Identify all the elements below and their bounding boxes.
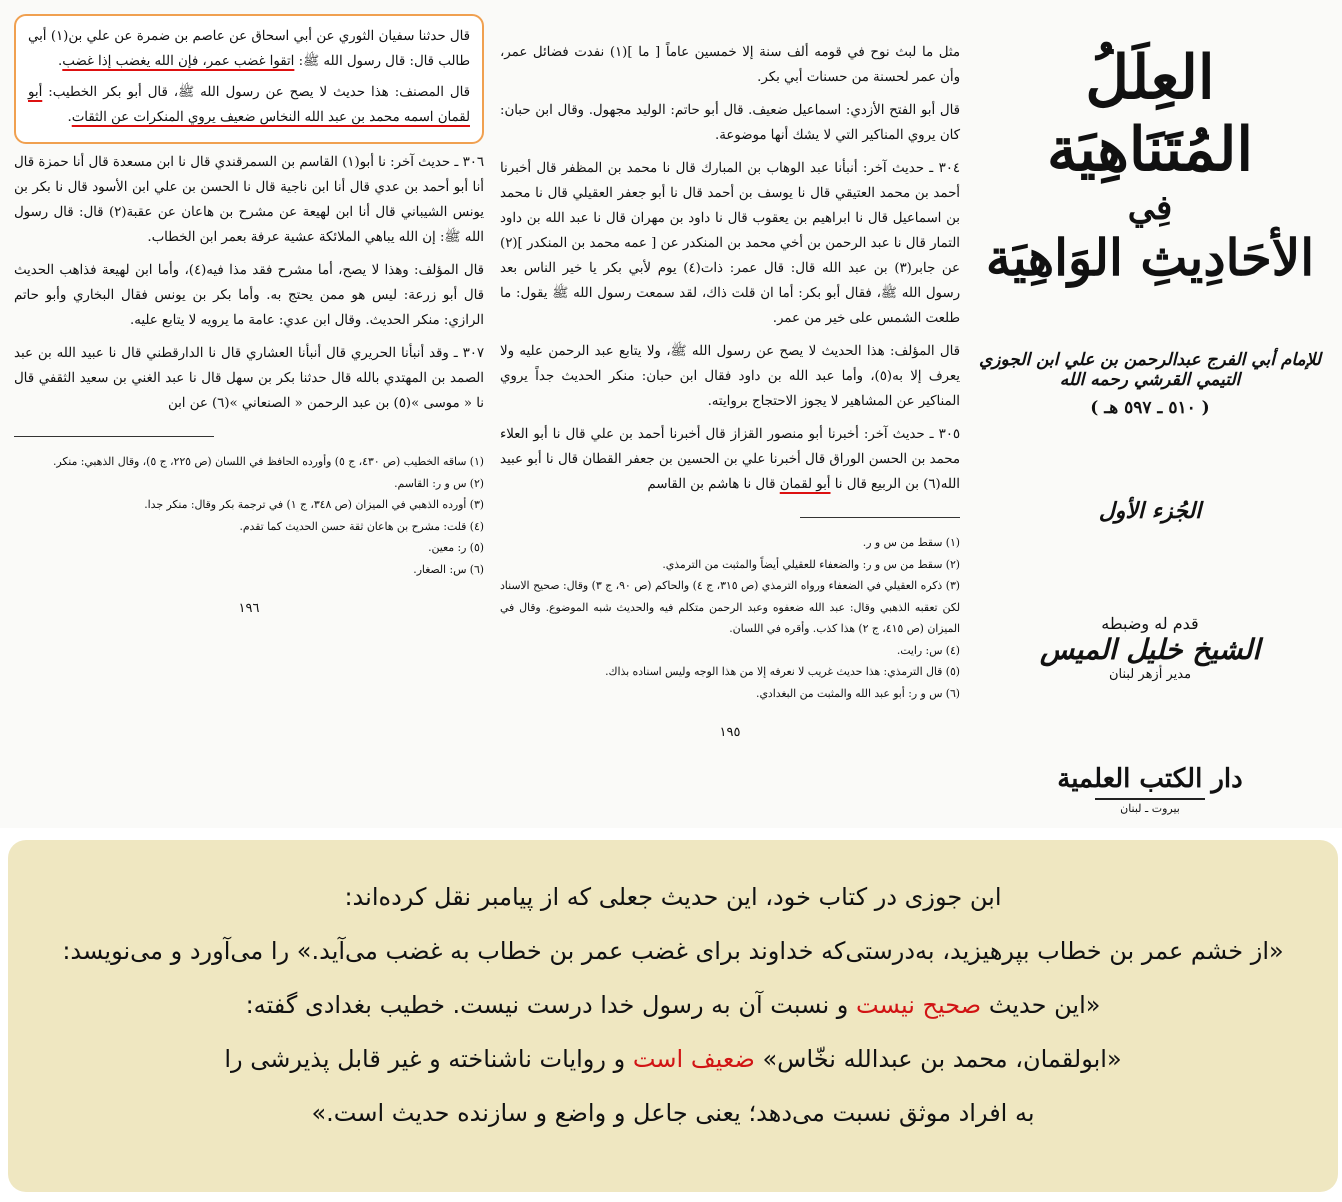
book-title-connector: فِي <box>1127 188 1173 228</box>
caption-red-emphasis: صحیح نیست <box>856 991 982 1019</box>
chain-text: ٣٠٥ ـ حديث آخر: أخبرنا أبو منصور القزاز قال أخبرنا أحمد بن علي قال نا أبو العلاء محمد بن الحسن الوراق قال أخبرنا علي بن الحسين بن جعفر القطان قال نا أبو عبيد الله(٦) بن الربيع قال نا <box>500 427 960 492</box>
caption-line-4 <box>8 1032 1338 1086</box>
hadith-chain: قال حدثنا سفيان الثوري عن أبي اسحاق عن عاصم بن ضمرة عن علي بن(١) أبي طالب قال: قال رسول الله ﷺ: <box>28 29 470 69</box>
book-title: العِلَلُ المُتَنَاهِيَة <box>1046 43 1254 185</box>
caption-line-1: ابن جوزی در کتاب خود، این حدیث جعلی که از پیامبر نقل کرده‌اند: <box>344 883 1002 911</box>
caption-text: «این حدیث <box>988 991 1101 1019</box>
editor-name: الشيخ خليل الميس <box>1039 633 1261 666</box>
editor-title: مدير أزهر لبنان <box>1108 667 1192 682</box>
paragraph-author-comment: قال المؤلف: وهذا لا يصح، أما مشرح فقد مذا فيه(٤)، وأما ابن لهيعة فذاهب الحديث قال أبو زرعة: ليس هو ممن يحتج به. وأما بكر بن يونس فقال البخاري وأبو حاتم الرازي: منكر الحديث. وقال ابن عدي: عامة ما يرويه لا يتابع عليه. <box>14 263 484 328</box>
paragraph-306: ٣٠٦ ـ حديث آخر: نا أبو(١) القاسم بن السمرقندي قال نا ابن مسعدة قال أنا حمزة قال أنا أبو أحمد بن عدي قال أنا ابن ناجية قال نا الحسن بن علي ابن الأسود قال نا بكر بن يونس الشيباني قال أنا ابن لهيعة عن مشرح بن هاعان عن عقبة(٢) قال: قال رسول الله ﷺ: إن الله يباهي الملائكة عشية عرفة بعمر ابن الخطاب. <box>14 155 484 245</box>
footnotes <box>500 532 960 704</box>
paragraph-top: مثل ما لبث نوح في قومه ألف سنة إلا خمسين عاماً [ ما ](١) نفدت فضائل عمر، وأن عمر لحسنة من حسنات أبي بكر. <box>500 45 960 85</box>
footnote-item: (٣) أورده الذهبي في الميزان (ص ٣٤٨، ج ١) في ترجمة بكر وقال: منكر جدا. <box>144 498 484 511</box>
chain-text: قال نا هاشم بن القاسم <box>647 477 776 492</box>
author-dates: ( ٥١٠ ـ ٥٩٧ هـ ) <box>1090 398 1210 418</box>
underlined-narrator-name: أبو لقمان <box>779 477 831 492</box>
book-author: للإمام أبي الفرج عبدالرحمن بن علي ابن الجوزي التيمي القرشي رحمه الله <box>979 350 1321 390</box>
publisher-divider <box>1095 798 1205 800</box>
footnote-divider <box>800 517 960 518</box>
paragraph-305 <box>500 422 960 497</box>
footnote-item: (٥) ر: معين. <box>428 541 484 554</box>
sentence-end: . <box>67 110 72 125</box>
author-verdict: قال المصنف: هذا حديث لا يصح عن رسول الله ﷺ، قال أبو بكر الخطيب: <box>48 85 470 100</box>
highlight-paragraph-1 <box>28 24 470 74</box>
publisher-logo: دار الكتب العلمية <box>1057 764 1243 794</box>
footnote-item: (١) سقط من س و ر. <box>862 536 960 549</box>
book-subtitle: الأحَادِيثِ الوَاهِيَة <box>985 228 1315 287</box>
highlighted-passage <box>14 14 484 144</box>
caption-text: و نسبت آن به رسول خدا درست نیست. خطیب بغدادی گفته: <box>245 991 849 1019</box>
footnote-item: (٦) س: الصغار. <box>413 562 484 576</box>
footnotes <box>14 451 484 580</box>
paragraph-307: ٣٠٧ ـ وقد أنبأنا الحريري قال أنبأنا العشاري قال نا الدارقطني قال نا عبيد الله بن عبد الصمد بن المهتدي بالله قال حدثنا بكر بن سهل قال نا عبد الغني بن سعيد الثقفي قال نا « موسى »(٥) بن عبد الرحمن « الصنعاني »(٦) عن ابن <box>14 346 484 411</box>
footnote-item: (٣) ذكره العقيلي في الضعفاء ورواه الترمذي (ص ٣١٥، ج ٤) والحاكم (ص ٩٠، ج ٣) وقال: صحيح الاسناد لكن تعقبه الذهبي وقال: عبد الله ضعفوه وعبد الرحمن متكلم فيه والحديث شبه الموضوع. وقال في الميزان (ص ٤١٥، ج ٢) هذا كذب. وأقره في اللسان. <box>500 579 960 635</box>
right-page <box>500 40 960 745</box>
volume-label: الجُزء الأول <box>1098 498 1202 524</box>
caption-text: «ابولقمان، محمد بن عبدالله نخّاس» <box>762 1045 1122 1073</box>
footnote-item: (٤) قلت: مشرح بن هاعان ثقة حسن الحديث كما تقدم. <box>239 519 484 533</box>
publisher-city: بيروت ـ لبنان <box>1120 802 1180 815</box>
persian-caption-box <box>8 840 1338 1192</box>
footnote-item: (٤) س: رايت. <box>896 643 960 657</box>
book-cover <box>975 40 1325 815</box>
caption-line-2: «از خشم عمر بن خطاب بپرهیزید، به‌درستی‌که خداوند برای غضب عمر بن خطاب به غضب می‌آید.» را می‌آورد و می‌نویسد: <box>62 937 1284 965</box>
underlined-hadith-text: اتقوا غضب عمر، فإن الله يغضب إذا غضب <box>62 54 295 69</box>
page-number: ١٩٦ <box>238 601 260 616</box>
paragraph-author-comment: قال المؤلف: هذا الحديث لا يصح عن رسول الله ﷺ، ولا يتابع عبد الرحمن عليه ولا يعرف إلا به(٥)، وأما عبد الله بن داود فقال ابن حبان: منكر الحديث جداً يروي المناكير عن المشاهير لا يجوز الاحتجاج بروايته. <box>500 344 961 409</box>
caption-text: و روایات ناشناخته و غیر قابل پذیرشی را <box>224 1045 626 1073</box>
footnote-item: (٢) سقط من س و ر: والضعفاء للعقيلي أيضاً والمثبت من الترمذي. <box>662 557 960 571</box>
caption-red-emphasis: ضعیف است <box>632 1045 755 1073</box>
caption-line-5: به افراد موثق نسبت می‌دهد؛ یعنی جاعل و واضع و سازنده حدیث است.» <box>311 1099 1035 1127</box>
footnote-item: (٥) قال الترمذي: هذا حديث غريب لا نعرفه إلا من هذا الوجه وليس اسناده بذاك. <box>605 665 960 678</box>
sentence-end: . <box>58 54 63 69</box>
left-page <box>14 14 484 621</box>
page-number: ١٩٥ <box>719 725 741 740</box>
footnote-item: (٦) س و ر: أبو عبد الله والمثبت من البغدادي. <box>756 686 960 700</box>
footnote-item: (١) ساقه الخطيب (ص ٤٣٠، ج ٥) وأورده الحافظ في اللسان (ص ٢٢٥، ج ٥)، وقال الذهبي: منكر. <box>52 455 484 468</box>
paragraph-azdi: قال أبو الفتح الأزدي: اسماعيل ضعيف. قال أبو حاتم: الوليد مجهول. وقال ابن حبان: كان يروي المناكير التي لا يشك أنها موضوعة. <box>500 103 960 143</box>
highlight-paragraph-2 <box>28 80 470 130</box>
editor-intro: قدم له وضبطه <box>1101 614 1199 633</box>
footnote-item: (٢) س و ر: القاسم. <box>394 476 484 490</box>
underlined-narrator-judgment: أبو لقمان اسمه محمد بن عبد الله النخاس ضعيف يروي المنكرات عن الثقات <box>28 85 470 125</box>
paragraph-304: ٣٠٤ ـ حديث آخر: أنبأنا عبد الوهاب بن المبارك قال نا محمد بن المظفر قال أخبرنا أحمد بن محمد العتيقي قال نا يوسف بن أحمد قال نا أبو جعفر العقيلي قال نا محمد بن اسماعيل قال نا ابراهيم بن يعقوب قال نا داود بن مهران قال نا عبد الله بن داود التمار قال نا عبد الرحمن بن أخي محمد بن المنكدر عن [ عمه محمد بن المنكدر ](٢) عن جابر(٣) بن عبد الله قال: قال عمر: ذات(٤) يوم لأبي بكر يا خير الناس بعد رسول الله ﷺ، فقال أبو بكر: أما ان قلت ذاك، لقد سمعت رسول الله ﷺ يقول: ما طلعت الشمس على خير من عمر. <box>500 161 960 326</box>
footnote-divider <box>14 436 214 437</box>
caption-line-3 <box>8 978 1338 1032</box>
